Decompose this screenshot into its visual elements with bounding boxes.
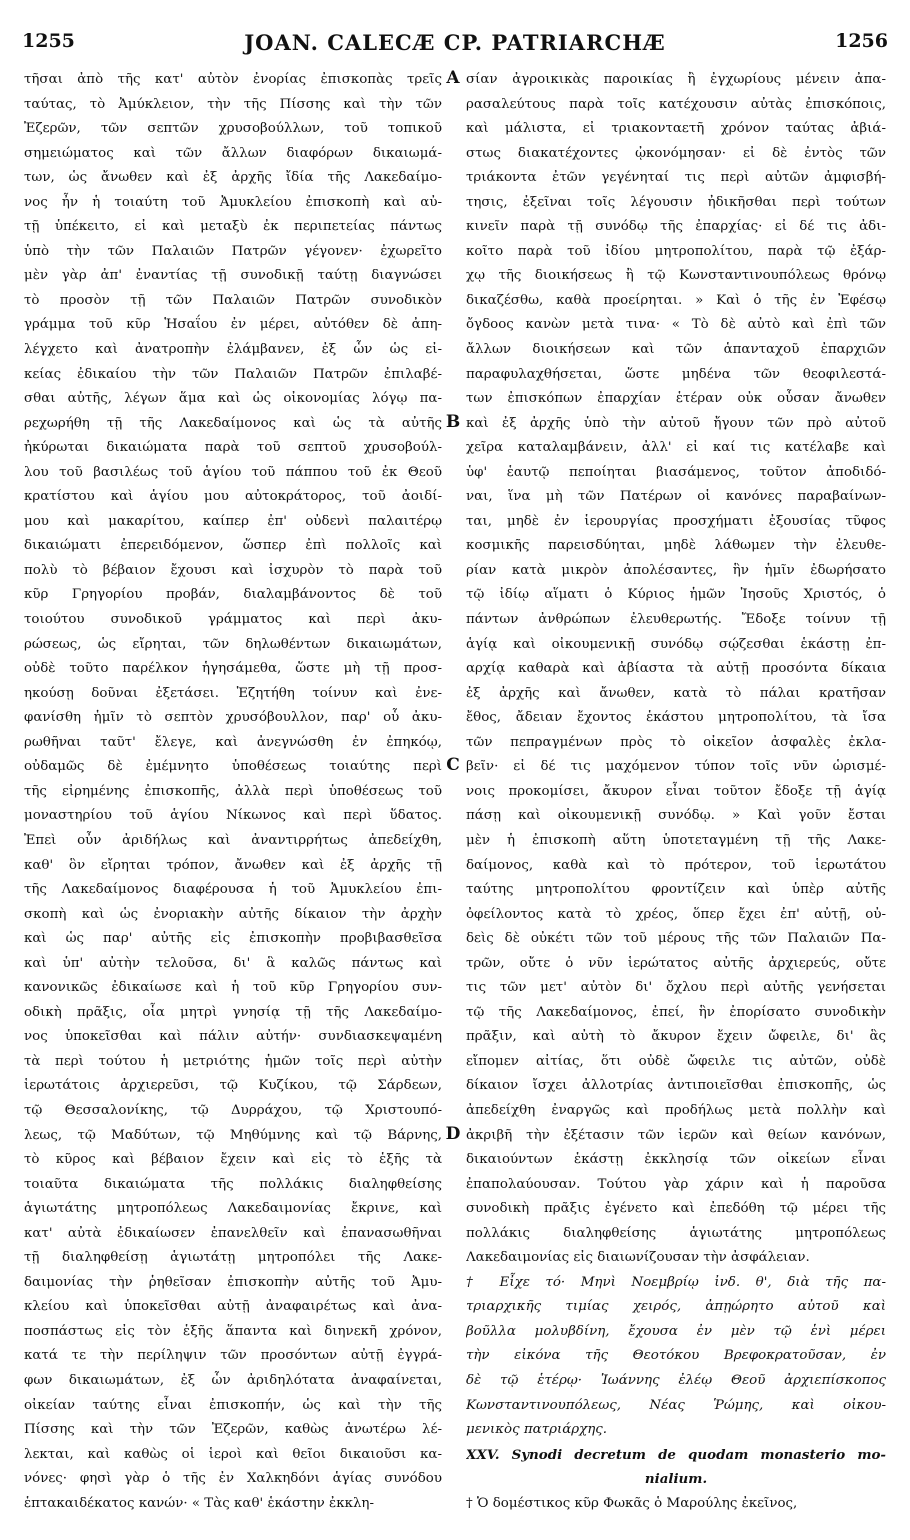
left-text-line: κλείου καὶ ὑποκεῖσθαι αὐτῇ ἀναφαιρέτως καὶ ἀνα- xyxy=(24,1299,442,1315)
page-number-left: 1255 xyxy=(22,30,75,52)
right-text-line: δίκαιον ἴσχει ἀλλοτρίας ἀντιποιεῖσθαι ἐπισκοπῆς, ὡς xyxy=(466,1078,886,1094)
left-text-line: ταύτας, τὸ Ἀμύκλειον, τὴν τῆς Πίσσης καὶ τὴν τῶν xyxy=(24,96,442,112)
right-text-line: των ἐπισκόπων ἐπαρχίαν ἑτέραν οὐκ οὖσαν ἄνωθεν xyxy=(466,391,886,407)
right-text-line: ταύτης μητροπολίτου φροντίζειν καὶ ὑπὲρ αὐτῆς xyxy=(466,882,886,898)
left-text-line: κείας ἐδικαίου τὴν τῶν Παλαιῶν Πατρῶν ἐπιλαβέ- xyxy=(24,366,442,382)
colophon-line: τριαρχικῆς τιμίας χειρός, ἀπῃώρητο αὐτοῦ καὶ xyxy=(466,1299,886,1315)
left-text-line: καὶ ὡς παρ' αὐτῆς εἰς ἐπισκοπὴν προβιβασθεῖσα xyxy=(24,931,442,947)
left-text-line: κανονικῶς ἐδικαίωσε καὶ ἡ τοῦ κῦρ Γρηγορίου συν- xyxy=(24,980,442,996)
margin-marker-a: A xyxy=(446,68,460,88)
colophon-line: δὲ τῷ ἑτέρῳ· Ἰωάννης ἐλέῳ Θεοῦ ἀρχιεπίσκοπος xyxy=(466,1372,886,1388)
left-text-line: φων δικαιωμάτων, ἐξ ὧν ἀριδηλότατα ἀναφαίνεται, xyxy=(24,1372,442,1388)
left-text-line: δαιμονίας τὴν ῥηθεῖσαν ἐπισκοπὴν αὐτῆς τοῦ Ἀμυ- xyxy=(24,1274,442,1290)
page-header xyxy=(22,30,888,64)
left-text-line: τοιαῦτα δικαιώματα τῆς πολλάκις διαληφθείσης xyxy=(24,1176,442,1192)
left-text-line: δικαιώματι ἐπερειδόμενον, ὥσπερ ἐπὶ πολλοῖς καὶ xyxy=(24,538,442,554)
left-text-line: κρατίστου καὶ ἁγίου μου αὐτοκράτορος, τοῦ ἀοιδί- xyxy=(24,489,442,505)
left-text-line: νόνες· φησὶ γὰρ ὁ τῆς ἐν Χαλκηδόνι ἁγίας συνόδου xyxy=(24,1471,442,1487)
right-text-line: βεῖν· εἰ δέ τις μαχόμενον τύπον τοῖς νῦν ὡρισμέ- xyxy=(466,759,886,775)
left-text-line: λεως, τῷ Μαδύτων, τῷ Μηθύμνης καὶ τῷ Βάρνης, xyxy=(24,1127,442,1143)
left-text-line: ηκούσῃ δοῦναι ἐξετάσει. Ἐζητήθη τοίνυν καὶ ἐνε- xyxy=(24,685,442,701)
right-text-line: τριάκοντα ἐτῶν γεγένηταί τις περὶ αὐτῶν ἀμφισβή- xyxy=(466,170,886,186)
left-text-line: νος ὑποκεῖσθαι καὶ πάλιν αὐτήν· συνδιασκεψαμένη xyxy=(24,1029,442,1045)
left-text-line: ρεχωρήθη τῇ τῆς Λακεδαίμονος καὶ ὡς τὰ αὐτῆς xyxy=(24,415,442,431)
left-text-line: ἠκύρωται δικαιώματα παρὰ τοῦ σεπτοῦ χρυσοβούλ- xyxy=(24,440,442,456)
left-column xyxy=(24,68,442,1516)
left-text-line: κατ' αὐτὰ ἐδικαίωσεν ἐπανελθεῖν καὶ ἐπανασωθῆναι xyxy=(24,1225,442,1241)
left-text-line: τῇ ὑπέκειτο, εἰ καὶ μεταξὺ ἐκ περιπετείας πάντως xyxy=(24,219,442,235)
left-text-line: ὑπὸ τὴν τῶν Παλαιῶν Πατρῶν γέγονεν· ἐχωρεῖτο xyxy=(24,243,442,259)
right-text-line: Λακεδαιμονίας εἰς διαιωνίζουσαν τὴν ἀσφάλειαν. xyxy=(466,1250,810,1266)
left-text-line: λου τοῦ βασιλέως τοῦ ἁγίου τοῦ πάππου τοῦ ἐκ Θεοῦ xyxy=(24,464,442,480)
right-text-line: σίαν ἀγροικικὰς παροικίας ἢ ἐγχωρίους μένειν ἀπα- xyxy=(466,72,886,87)
left-text-line: τὰ περὶ τούτου ἡ μετριότης ἡμῶν τοῖς περὶ αὐτὴν xyxy=(24,1053,442,1069)
left-text-line: μὲν γὰρ ἀπ' ἐναντίας τῇ συνοδικῇ ταύτῃ διαγνώσει xyxy=(24,268,442,284)
right-text-line: εἴπομεν αἰτίας, ὅτι οὐδὲ ὤφειλε τις αὐτῶν, οὐδὲ xyxy=(466,1053,886,1069)
left-text-line: καὶ ὑπ' αὐτὴν τελοῦσα, δι' ἃ καλῶς πάντως καὶ xyxy=(24,955,442,971)
left-text-line: οὐδὲ τοῦτο παρέλκον ἡγησάμεθα, ὥστε μὴ τῇ προσ- xyxy=(24,661,442,677)
left-text-line: λεκται, καὶ καθὼς οἱ ἱεροὶ καὶ θεῖοι δικαιοῦσι κα- xyxy=(24,1446,442,1462)
right-text-line: τῶν πεπραγμένων πρὸς τὸ οἰκεῖον ἀσφαλὲς ἐκλα- xyxy=(466,734,886,750)
left-text-line: λέγχετο καὶ ἀνατροπὴν ἐλάμβανεν, ἐξ ὧν ὡς εἰ- xyxy=(24,342,442,358)
right-text-line: συνοδικὴ πρᾶξις ἐγένετο καὶ ἐπεδόθη τῷ μέρει τῆς xyxy=(466,1201,886,1217)
left-text-line: ἱερωτάτοις ἀρχιερεῦσι, τῷ Κυζίκου, τῷ Σάρδεων, xyxy=(24,1078,442,1094)
left-text-line: οὐδαμῶς δὲ ἐμέμνητο ὑποθέσεως τοιαύτης περὶ xyxy=(24,759,442,775)
left-text-line: πολὺ τὸ βέβαιον ἔχουσι καὶ ἰσχυρὸν τὸ παρὰ τοῦ xyxy=(24,562,442,578)
margin-marker-c: C xyxy=(446,755,460,775)
right-text-line: καὶ ἐξ ἀρχῆς ὑπὸ τὴν αὐτοῦ ἤγουν τῶν πρὸ αὐτοῦ xyxy=(466,415,886,431)
margin-marker-d: D xyxy=(445,1124,461,1144)
left-text-line: μου καὶ μακαρίτου, καίπερ ἐπ' οὐδενὶ παλαιτέρῳ xyxy=(24,513,442,529)
right-text-line: ρασαλεύτους παρὰ τοῖς κατέχουσιν αὐτὰς ἐπισκόποις, xyxy=(466,96,886,112)
right-text-line: ναι, ἵνα μὴ τῶν Πατέρων οἱ κανόνες παραβαίνων- xyxy=(466,489,886,505)
colophon-line: μενικὸς πατριάρχης. xyxy=(466,1422,608,1438)
right-text-line: μὲν ἡ ἐπισκοπὴ αὕτη ὑποτεταγμένη τῇ τῆς Λακε- xyxy=(466,832,886,848)
left-text-line: των, ὡς ἄνωθεν καὶ ἐξ ἀρχῆς ἴδία τῆς Λακεδαίμο- xyxy=(24,170,442,186)
right-text-line: στως διακατέχοντες ᾠκονόμησαν· εἰ δὲ ἐντὸς τῶν xyxy=(466,145,886,161)
left-text-line: τῆσαι ἀπὸ τῆς κατ' αὐτὸν ἐνορίας ἐπισκοπὰς τρεῖς xyxy=(24,72,442,87)
left-text-line: ποσπάστως εἰς τὸν ἑξῆς ἅπαντα καὶ διηνεκῆ χρόνον, xyxy=(24,1323,442,1339)
right-text-line: κοσμικῆς παρεισδύηται, μηδὲ λάθωμεν τὴν ἐλευθε- xyxy=(466,538,886,554)
running-title: JOAN. CALECÆ CP. PATRIARCHÆ xyxy=(244,30,666,55)
right-text-line: ται, μηδὲ ἐν ἱερουργίας προσχήματι ἐξουσίας τῦφος xyxy=(466,513,886,529)
colophon-line: † Εἶχε τό· Μηνὶ Νοεμβρίῳ ἰνδ. θ', διὰ τῆς πα- xyxy=(466,1274,886,1290)
right-text-line: δικαζέσθω, καθὰ προείρηται. » Καὶ ὁ τῆς ἐν Ἐφέσῳ xyxy=(466,292,886,308)
right-text-line: ἄλλων διοικήσεων καὶ τῶν ἁπανταχοῦ ἐπαρχιῶν xyxy=(466,342,886,358)
right-column xyxy=(466,68,886,1516)
right-text-line: νοις προκομίσει, ἄκυρον εἶναι τοῦτον ἔδοξε τῇ ἁγίᾳ xyxy=(466,783,886,799)
right-text-line: πρᾶξιν, καὶ αὐτὴ τὸ ἄκυρον ἔχειν ὤφειλε, δι' ἃς xyxy=(466,1029,886,1045)
right-text-line: πάντων ἀνθρώπων ἐλευθερωτής. Ἔδοξε τοίνυν τῇ xyxy=(466,612,886,628)
right-text-line: δικαιούντων ἑκάστῃ ἐκκλησίᾳ τῶν οἰκείων εἶναι xyxy=(466,1152,886,1168)
right-text-line: αρχίᾳ καθαρὰ καὶ ἀβίαστα τὰ αὐτῇ προσόντα δίκαια xyxy=(466,661,886,677)
final-line: † Ὁ δομέστικος κῦρ Φωκᾶς ὁ Μαρούλης ἐκεῖνος, xyxy=(466,1495,798,1511)
right-text-line: δεὶς δὲ οὐκέτι τῶν τοῦ μέρους τῆς τῶν Παλαιῶν Πα- xyxy=(466,931,886,947)
section-heading: nialium. xyxy=(644,1471,708,1488)
margin-marker-b: B xyxy=(445,412,461,432)
left-text-line: Ἐπεὶ οὖν ἀριδήλως καὶ ἀναντιρρήτως ἀπεδείχθη, xyxy=(24,832,442,848)
right-text-line: τις τῶν μετ' αὐτὸν δι' ὄχλου περὶ αὐτῆς γενήσεται xyxy=(466,980,886,996)
right-text-line: κοῖτο παρὰ τοῦ ἰδίου μητροπολίτου, παρὰ τῷ ἐξάρ- xyxy=(466,243,886,259)
left-text-line: τῆς Λακεδαίμονος διαφέρουσα ἡ τοῦ Ἀμυκλείου ἐπι- xyxy=(24,882,442,898)
right-text-line: πάσῃ καὶ οἰκουμενικῇ συνόδῳ. » Καὶ γοῦν ἔσται xyxy=(466,808,886,824)
left-text-line: οδικὴ πρᾶξις, οἷα μητρὶ γνησίᾳ τῇ τῆς Λακεδαίμο- xyxy=(24,1004,442,1020)
left-text-line: ρώσεως, ὡς εἴρηται, τῶν δηλωθέντων δικαιωμάτων, xyxy=(24,636,442,652)
left-text-line: νος ἦν ἡ τοιαύτη τοῦ Ἀμυκλείου ἐπισκοπὴ καὶ αὐ- xyxy=(24,194,442,210)
right-text-line: τρῶν, οὔτε ὁ νῦν ἱερώτατος αὐτῆς ἀρχιερεύς, οὔτε xyxy=(466,955,886,971)
right-text-line: χεῖρα καταλαμβάνειν, ἀλλ' εἰ καί τις κατέλαβε καὶ xyxy=(466,440,886,456)
right-text-line: ἁγίᾳ καὶ οἰκουμενικῇ συνόδῳ σῴζεσθαι ἑκάστῃ ἐπ- xyxy=(466,636,886,652)
right-text-line: ὑφ' ἑαυτῷ πεποίηται βιασάμενος, τοῦτον ἀποδιδό- xyxy=(466,464,886,480)
left-text-line: μοναστηρίου τοῦ ἁγίου Νίκωνος καὶ περὶ ὕδατος. xyxy=(24,808,442,824)
right-text-line: πολλάκις διαληφθείσης ἁγιωτάτης μητροπόλεως xyxy=(466,1225,886,1241)
right-text-line: τησις, ἐξεῖναι τοῖς λέγουσιν ἠδικῆσθαι περὶ τούτων xyxy=(466,194,886,210)
left-text-line: τῷ Θεσσαλονίκης, τῷ Δυρράχου, τῷ Χριστουπό- xyxy=(24,1102,442,1118)
right-text-line: ρίαν κατὰ μικρὸν ἀπολέσαντες, ἣν ἡμῖν ἐδωρήσατο xyxy=(466,562,886,578)
right-text-line: ἀπεδείχθη ἐναργῶς καὶ προδήλως μετὰ πολλὴν καὶ xyxy=(466,1102,886,1118)
right-text-line: ἐξ ἀρχῆς καὶ ἄνωθεν, κατὰ τὸ πάλαι κρατῆσαν xyxy=(466,685,886,701)
right-text-line: ἔθος, ἄδειαν ἔχοντος ἑκάστου μητροπολίτου, τὰ ἴσα xyxy=(466,710,886,726)
left-text-line: κατά τε τὴν περίληψιν τῶν προσόντων αὐτῇ ἐγγρά- xyxy=(24,1348,442,1364)
right-text-line: ὀφείλοντος κατὰ τὸ χρέος, ὅπερ ἔχει ἐπ' αὐτῇ, οὐ- xyxy=(466,906,886,922)
left-text-line: καθ' ὃν εἴρηται τρόπον, ἄνωθεν καὶ ἐξ ἀρχῆς τῇ xyxy=(24,857,442,873)
left-text-line: τῆς εἰρημένης ἐπισκοπῆς, ἀλλὰ περὶ ὑποθέσεως τοῦ xyxy=(24,783,442,799)
left-text-line: ρωθῆναι ταῦτ' ἔλεγε, καὶ ἀνεγνώσθη ἐν ἐπηκόῳ, xyxy=(24,734,442,750)
right-text-line: τῷ τῆς Λακεδαίμονος, ἐπεί, ἣν ἐπορίσατο συνοδικὴν xyxy=(466,1004,886,1020)
left-text-line: τοιούτου συνοδικοῦ γράμματος καὶ περὶ ἀκυ- xyxy=(24,612,442,628)
left-text-line: ἑπτακαιδέκατος κανών· « Τὰς καθ' ἑκάστην ἐκκλη- xyxy=(24,1495,374,1511)
left-text-line: τῇ διαληφθείσῃ ἁγιωτάτῃ μητροπόλει τῆς Λακε- xyxy=(24,1250,442,1266)
left-text-line: κῦρ Γρηγορίου προβάν, διαλαμβάνοντος δὲ τοῦ xyxy=(24,587,442,603)
left-text-line: σκοπὴ καὶ ὡς ἐνοριακὴν αὐτῆς δίκαιον τὴν ἀρχὴν xyxy=(24,906,442,922)
left-text-line: τὸ κῦρος καὶ βέβαιον ἔχειν καὶ εἰς τὸ ἑξῆς τὰ xyxy=(24,1152,442,1168)
left-text-line: Πίσσης καὶ τὴν τῶν Ἐζερῶν, καθὼς ἀνωτέρω λέ- xyxy=(24,1422,442,1438)
right-text-line: παραφυλαχθήσεται, ὥστε μηδένα τῶν θεοφιλεστά- xyxy=(466,366,886,382)
right-text-line: δαίμονος, καθὰ καὶ τὸ πρότερον, τοῦ ἱερωτάτου xyxy=(466,857,886,873)
left-text-line: Ἐζερῶν, τῶν σεπτῶν χρυσοβούλλων, τοῦ τοπικοῦ xyxy=(24,121,442,137)
left-text-line: σθαι αὐτῆς, λέγων ἅμα καὶ ὡς οἰκονομίας λόγῳ πα- xyxy=(24,391,442,407)
colophon-line: τὴν εἰκόνα τῆς Θεοτόκου Βρεφοκρατοῦσαν, ἐν xyxy=(466,1348,886,1364)
right-text-line: ἀκριβῆ τὴν ἐξέτασιν τῶν ἱερῶν καὶ θείων κανόνων, xyxy=(466,1127,886,1143)
page-number-right: 1256 xyxy=(835,30,888,52)
left-text-line: σημειώματος καὶ τῶν ἄλλων διαφόρων δικαιωμά- xyxy=(24,145,442,161)
right-text-line: καὶ μάλιστα, εἰ τριακονταετῆ χρόνον ταύτας ἀβιά- xyxy=(466,121,886,137)
section-heading: XXV. Synodi decretum de quodam monasterio mo- xyxy=(466,1446,886,1463)
colophon-line: Κωνσταντινουπόλεως, Νέας Ῥώμης, καὶ οἰκου- xyxy=(466,1397,886,1413)
left-text-line: τὸ προσὸν τῇ τῶν Παλαιῶν Πατρῶν συνοδικὸν xyxy=(24,292,442,308)
left-text-line: οἰκείαν ταύτης εἶναι ἐπισκοπήν, ὡς καὶ τὴν τῆς xyxy=(24,1397,442,1413)
left-text-line: γράμμα τοῦ κῦρ Ἡσαΐου ἐν μέρει, αὐτόθεν δὲ ἀπη- xyxy=(24,317,442,333)
colophon-line: βοῦλλα μολυβδίνη, ἔχουσα ἐν μὲν τῷ ἑνὶ μέρει xyxy=(466,1323,886,1339)
right-text-line: τῷ ἰδίῳ αἵματι ὁ Κύριος ἡμῶν Ἰησοῦς Χριστός, ὁ xyxy=(466,587,886,603)
left-text-line: φανίσθη ἡμῖν τὸ σεπτὸν χρυσόβουλλον, παρ' οὗ ἀκυ- xyxy=(24,710,442,726)
right-text-line: χῳ τῆς διοικήσεως ἢ τῷ Κωνσταντινουπόλεως θρόνῳ xyxy=(466,268,886,284)
left-text-line: ἁγιωτάτης μητροπόλεως Λακεδαιμονίας ἔκρινε, καὶ xyxy=(24,1201,442,1217)
right-text-line: ἐπαπολαύουσαν. Τούτου γὰρ χάριν καὶ ἡ παροῦσα xyxy=(466,1176,886,1192)
right-text-line: κινεῖν παρὰ τῇ συνόδῳ τῆς ἐπαρχίας· εἰ δέ τις ἀδι- xyxy=(466,219,886,235)
right-text-line: ὄγδοος κανὼν μετὰ τινα· « Τὸ δὲ αὐτὸ καὶ ἐπὶ τῶν xyxy=(466,317,886,333)
